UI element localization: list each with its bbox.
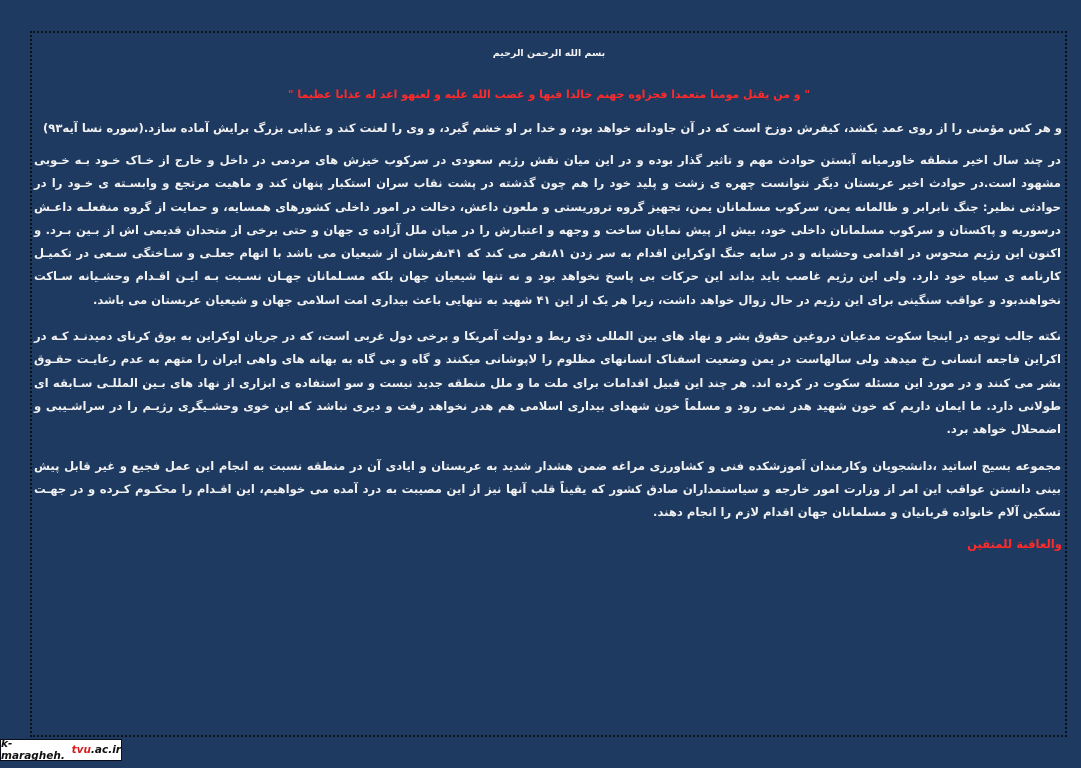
- paragraph-saudi-regime: در چند سال اخیر منطقه خاورمیانه آبستن حوادث مهم و تاثیر گذار بوده و در این میان نقش رژیم سعودی در سرکوب خیزش های مردمی در داخل و خارج از خـاک خـود بـه خـوبی مشهود است.در حوادث اخیر عربستان دیگر نتوانست چهره ی زشت و پلید خود را هم چون گذشته در پشت نقاب سران استکبار پنهان کند و ماهیت مرتجع و وابسـته ی خـود را در حوادثی نظیر: جنگ نابرابر و ظالمانه یمن، سرکوب مسلمانان یمن، تجهیز گروه تروریستی و ملعون داعش، دخالت در امور داخلی کشورهای همسایه، و حمایت از گروه منفعلـه داعـش درسوریه و پاکستان و سرکوب مسلمانان داخلی خود، بیش از پیش نمایان ساخت و وجهه و اعتبارش را در میان ملل آزاده ی جهان و حتی برخی از متحدان قدیمی اش از بـین بـرد. و اکنون این رژیم منحوس در اقدامی وحشیانه و در سایه جنگ اوکراین اقدام به سر زدن ۸۱نفر می کند که ۴۱نفرشان از شیعیان می باشد با اتهام جعلـی و سـاختگی سـعی در تکمیـل کارنامه ی سیاه خود دارد. ولی این رژیم غاصب باید بداند این حرکات بی پاسخ نخواهد بود و نه تنها شیعیان جهان بلکه مسـلمانان جهـان نسـبت بـه ایـن اقـدام وحشـیانه سـاکت نخواهندبود و عواقب سنگینی برای این رژیم در حال زوال خواهد داشت، زیرا هر یک از این ۴۱ شهید به تنهایی باعث بیداری امت اسلامی جهان و شیعیان عربستان می باشد.: [34, 153, 1061, 307]
- quran-verse: " و من یقتل مومنا متعمدا فجزاوه جهنم خالدا فیها و غضب الله علیه و لعنهو اعد له عذابا عظیما ": [287, 88, 811, 101]
- badge-suffix: .ac.ir: [90, 744, 121, 756]
- closing-phrase: والعاقبة للمتقین: [967, 537, 1062, 552]
- paragraph-human-rights-silence: نکته جالب توجه در اینجا سکوت مدعیان دروغین حقوق بشر و نهاد های بین المللی ذی ربط و دولت آمریکا و برخی دول غربی است، که در جریان اوکراین به بوق کرنای دمیدنـد کـه در اکراین فاجعه انسانی رخ میدهد ولی سالهاست در یمن وضعیت اسفناک انسانهای مظلوم را لاپوشانی میکنند و گاه و بی گاه به بهانه های واهی ایران را متهم به عدم رعایـت حقـوق بشر می کنند و در مورد این مسئله سکوت در کرده اند. هر چند این قبیل اقدامات برای ملت ما و ملل منطقه جدید نیست و سو استفاده ی ابزاری از نهاد های بـین المللـی سـابقه ای طولانی دارد. ما ایمان داریم که خون شهید هدر نمی رود و مسلماً خون شهدای بیداری اسلامی هم هدر نخواهد رفت و دیری نباشد که این خوی وحشـیگری رژیـم را در سراشـیبی و اضمحلال خواهد برد.: [34, 329, 1061, 437]
- basmala-heading: بسم الله الرحمن الرحیم: [492, 48, 606, 59]
- badge-prefix: k-maragheh.: [1, 738, 65, 762]
- verse-translation: و هر کس مؤمنی را از روی عمد بکشد، کیفرش دوزخ است که در آن جاودانه خواهد بود، و خدا بر او خشم گیرد، و وی را لعنت کند و عذابی بزرگ برایش آماده سازد.(سوره نسا آیه۹۳): [42, 121, 1062, 135]
- paragraph-basij-statement: مجموعه بسیج اساتید ،دانشجویان وکارمندان آموزشکده فنی و کشاورزی مراغه ضمن هشدار شدید به عربستان و ایادی آن در منطقه نسبت به انجام این عمل فجیع و غیر قابل پیش بینی دانستن عواقب این امر از وزارت امور خارجه و سیاستمداران صادق کشور که یقیناً قلب آنها نیز از این مصیبت به درد آمده می خواهیم، این اقـدام را محکـوم کـرده و در جهـت تسکین آلام خانواده قربانیان و مسلمانان جهان اقدام لازم را انجام دهند.: [34, 458, 1061, 520]
- badge-accent: tvu: [71, 744, 91, 756]
- site-url-badge[interactable]: [0, 739, 122, 761]
- statement-document: [34, 38, 1064, 718]
